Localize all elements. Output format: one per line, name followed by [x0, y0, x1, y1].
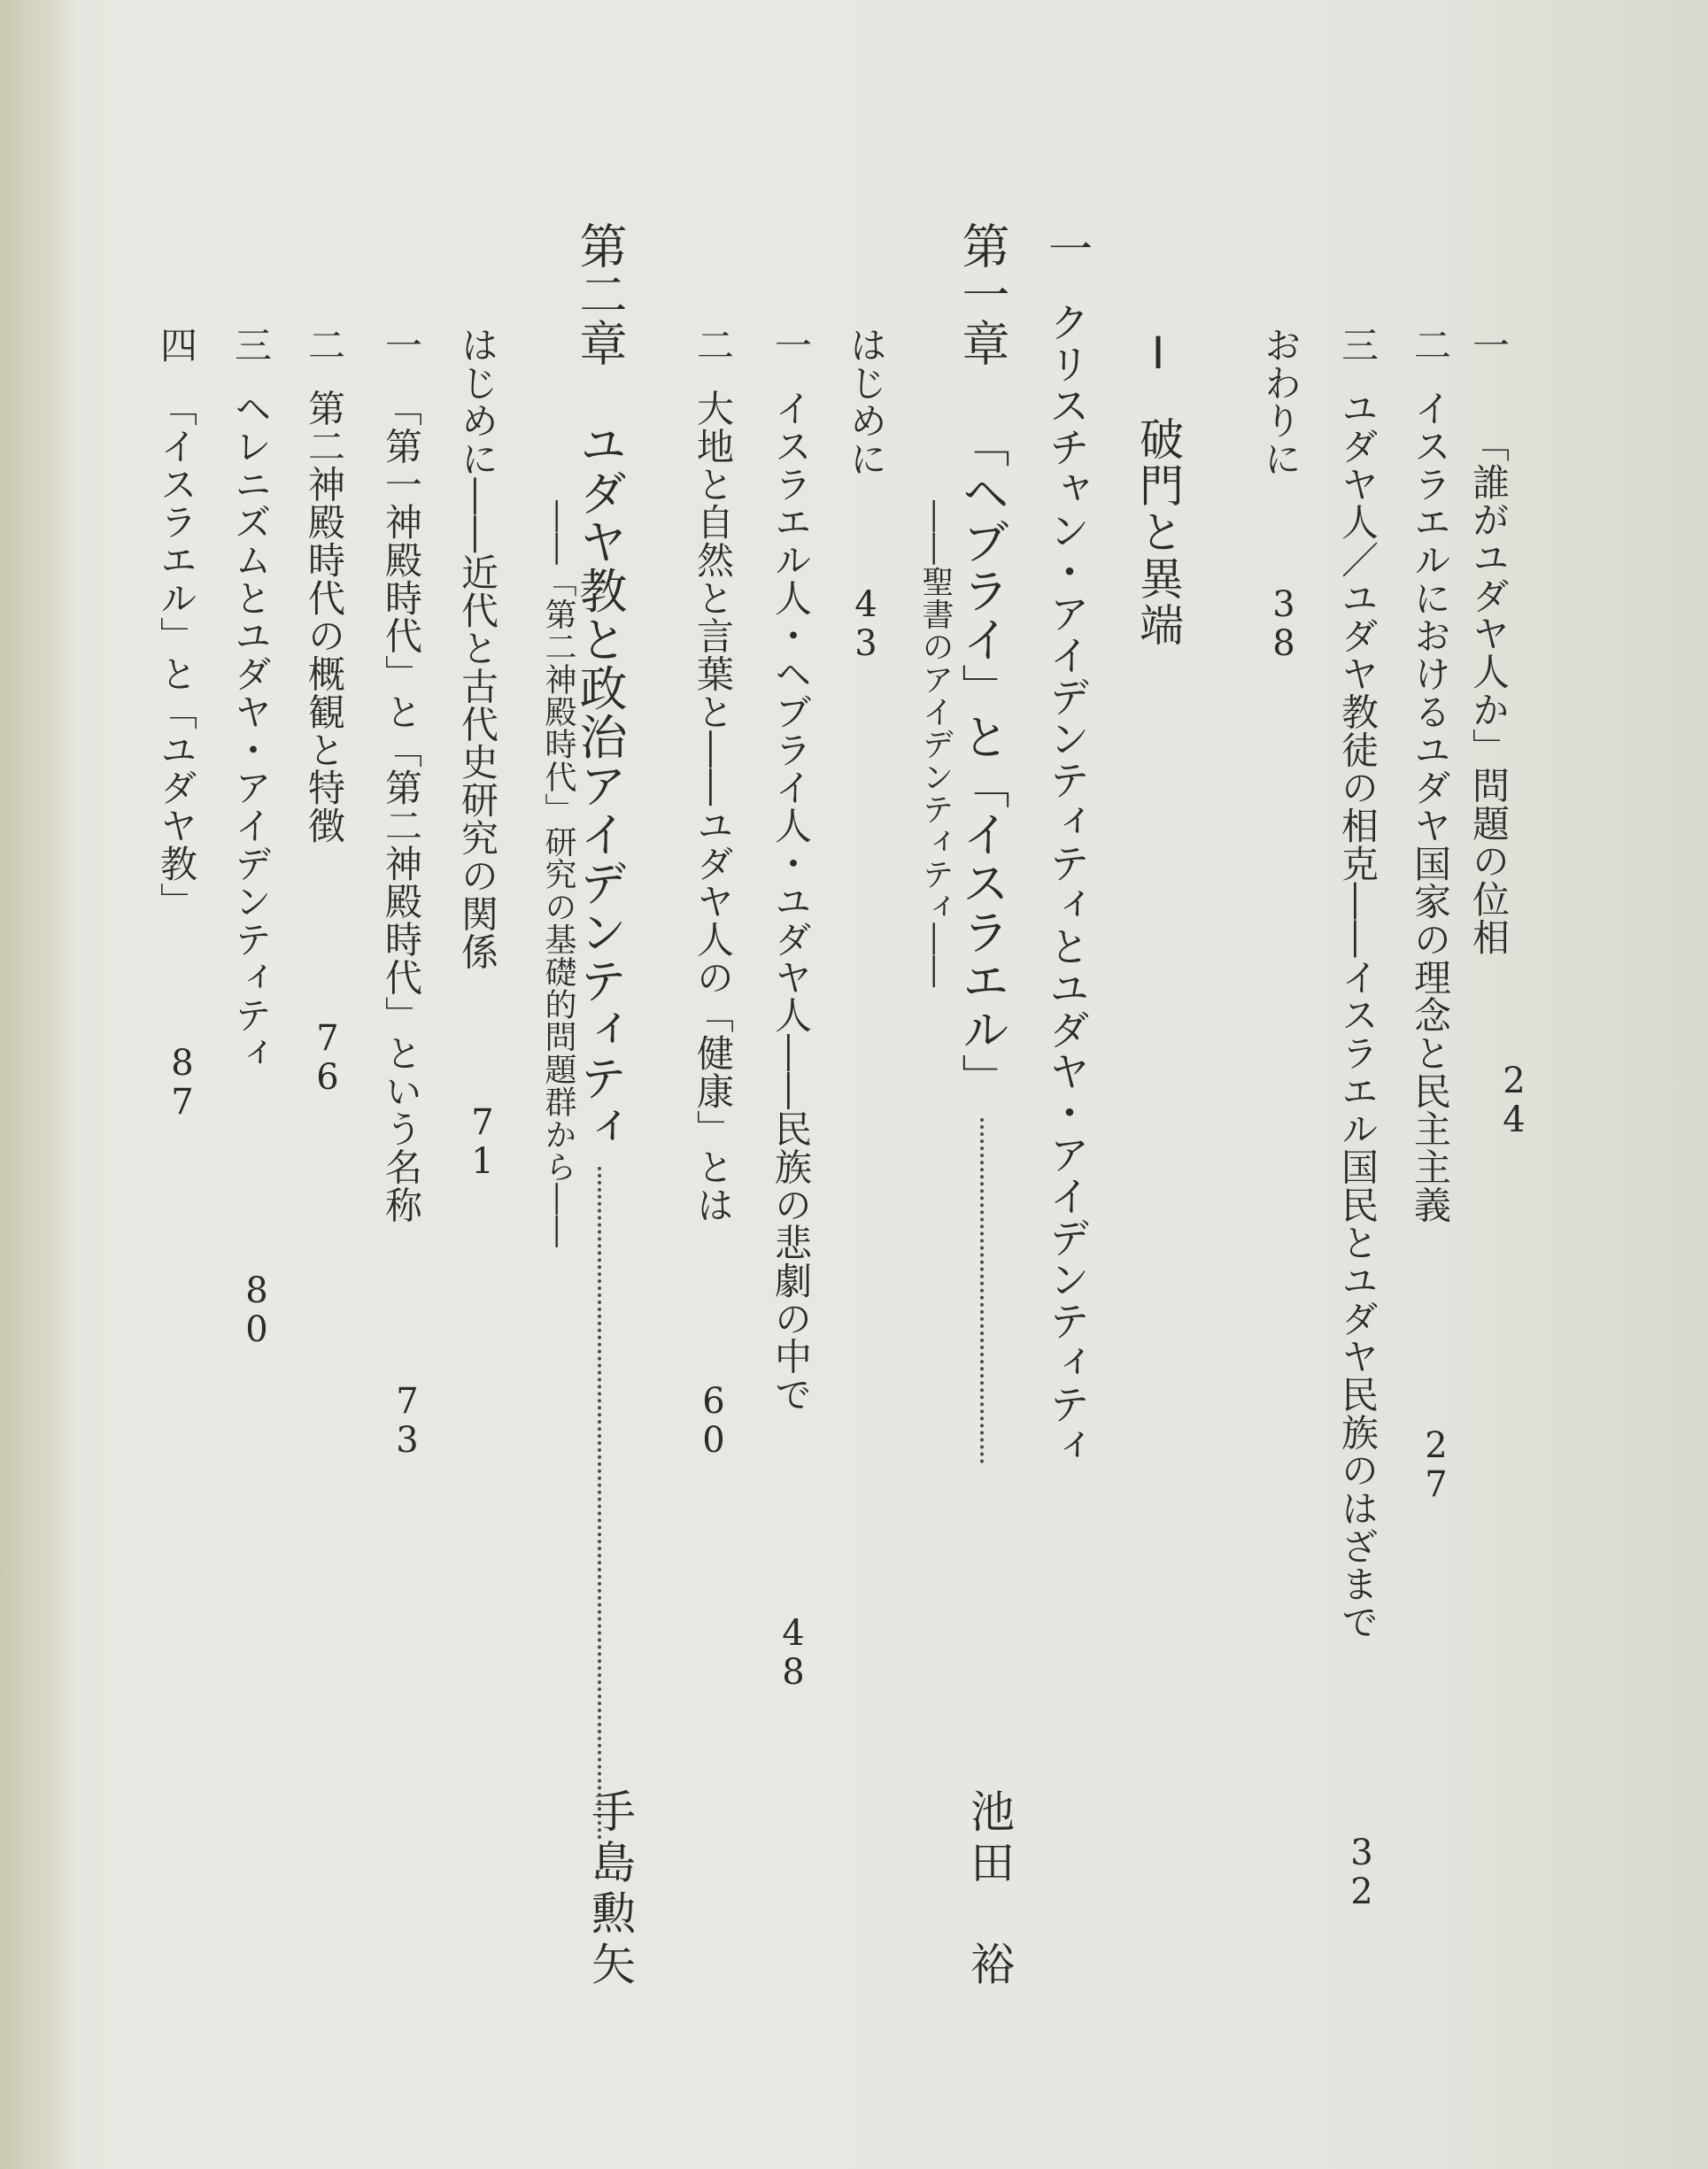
item-title: 「誰がユダヤ人か」問題の位相 — [1467, 424, 1511, 956]
item-number: 三 — [1336, 326, 1380, 364]
item-title: ヘレニズムとユダヤ・アイデンティティ — [229, 389, 273, 1072]
item-title: ユダヤ人／ユダヤ教徒の相克――イスラエル国民とユダヤ民族のはざまで — [1336, 389, 1380, 1641]
item-number: 三 — [229, 326, 273, 364]
page-number: 48 — [773, 1613, 814, 1691]
toc-item-ch1-3 — [692, 326, 735, 1224]
chapter-title: ユダヤ教と政治アイデンティティ — [572, 419, 628, 1151]
item-number: 二 — [1409, 326, 1452, 364]
page-number: 24 — [1494, 1061, 1534, 1139]
section-title: クリスチャン・アイデンティティとユダヤ・アイデンティティ — [1043, 301, 1091, 1467]
page-number: 80 — [236, 1270, 277, 1348]
toc-item-ch2-3 — [303, 326, 346, 845]
chapter-two-heading — [572, 221, 628, 1840]
item-title: 大地と自然と言葉と――ユダヤ人の「健康」とは — [692, 389, 735, 1224]
page-number: 87 — [162, 1043, 203, 1121]
toc-item-prev-4 — [1259, 326, 1302, 478]
item-number: 四 — [155, 326, 198, 364]
item-title: イスラエルにおけるユダヤ国家の理念と民主主義 — [1409, 389, 1452, 1224]
toc-item-ch2-1 — [456, 326, 499, 971]
item-title: イスラエル人・ヘブライ人・ユダヤ人――民族の悲劇の中で — [769, 389, 813, 1414]
chapter-label: 第一章 — [954, 221, 1010, 368]
chapter-label: 第二章 — [572, 221, 628, 368]
toc-item-prev-1 — [1467, 326, 1511, 956]
toc-item-ch2-5 — [155, 326, 198, 921]
section-heading — [1041, 226, 1093, 1467]
page-number: 38 — [1264, 584, 1304, 662]
chapter-subtitle: ――聖書のアイデンティティ―― — [917, 500, 954, 988]
part-numeral: Ⅰ — [1132, 328, 1184, 380]
leader-dots — [598, 1167, 601, 1840]
item-number: 二 — [303, 326, 346, 364]
item-title: はじめに — [845, 326, 888, 478]
chapter-subtitle: ――「第二神殿時代」研究の基礎的問題群から―― — [540, 500, 576, 1248]
item-title: はじめに――近代と古代史研究の関係 — [456, 326, 499, 971]
item-number: 一 — [380, 326, 423, 364]
item-title: 第二神殿時代の概観と特徴 — [303, 389, 346, 845]
page-number: 32 — [1341, 1833, 1382, 1910]
page-number: 27 — [1416, 1425, 1457, 1503]
chapter-author: 手島勲矢 — [584, 1788, 636, 1992]
item-number: 二 — [692, 326, 735, 364]
part-title: 破門と異端 — [1132, 416, 1184, 649]
item-number: 一 — [769, 326, 813, 364]
toc-item-ch2-2 — [380, 326, 423, 1224]
toc-item-ch1-1 — [845, 326, 888, 478]
page-number: 43 — [846, 584, 886, 662]
toc-item-prev-3 — [1336, 326, 1380, 1641]
item-title: 「イスラエル」と「ユダヤ教」 — [155, 389, 198, 921]
page-number: 71 — [462, 1102, 503, 1180]
page-number: 73 — [387, 1381, 428, 1459]
toc-item-ch2-4 — [229, 326, 273, 1072]
item-title: おわりに — [1259, 326, 1302, 478]
item-number: 一 — [1467, 326, 1511, 364]
section-number: 一 — [1041, 226, 1093, 271]
item-title: 「第一神殿時代」と「第二神殿時代」という名称 — [380, 389, 423, 1224]
page-number: 76 — [307, 1018, 348, 1096]
toc-item-ch1-2 — [769, 326, 813, 1414]
page-number: 60 — [693, 1381, 734, 1459]
chapter-title: 「ヘブライ」と「イスラエル」 — [954, 419, 1010, 1102]
toc-item-prev-2 — [1409, 326, 1452, 1224]
chapter-one-heading — [954, 221, 1010, 1463]
chapter-author: 池田 裕 — [963, 1788, 1015, 1992]
leader-dots — [980, 1118, 984, 1463]
